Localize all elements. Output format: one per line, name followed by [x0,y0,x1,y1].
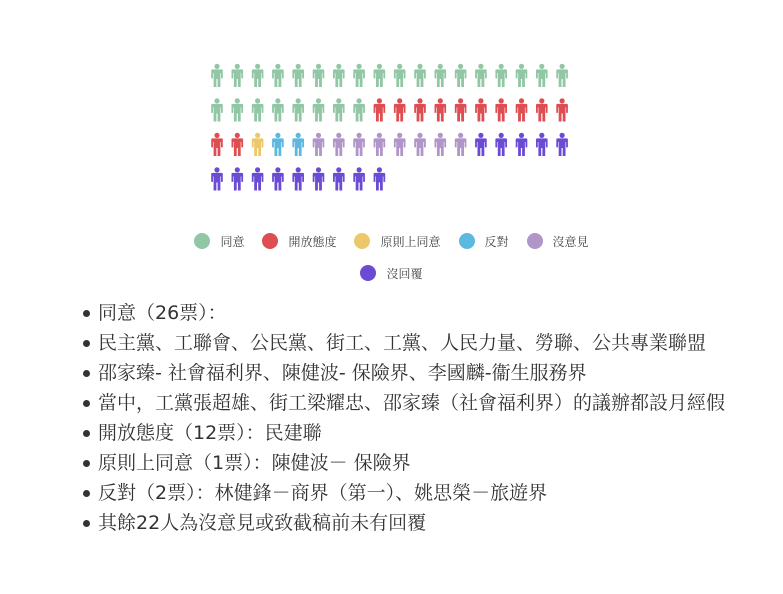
legend-swatch-agree-in-principle [354,233,370,249]
person-icon-oppose [272,133,284,156]
person-icon-open [536,98,548,121]
person-icon-no-opinion [414,133,426,156]
legend-swatch-no-reply [360,265,376,281]
chart-legend [0,226,783,290]
legend-item-agree[interactable] [194,233,244,250]
legend-swatch-open [262,233,278,249]
legend-label-oppose: 反對 [484,234,509,249]
person-icon-open [232,133,244,156]
person-icon-no-reply [313,167,325,190]
person-icon-agree [435,64,447,87]
legend-swatch-oppose [459,233,475,249]
person-icon-agree [292,98,304,121]
person-icon-no-reply [232,167,244,190]
person-icon-no-opinion [353,133,365,156]
legend-label-no-opinion: 沒意見 [552,234,589,249]
note-item: 民主黨、工聯會、公民黨、街工、工黨、人民力量、勞聯、公共專業聯盟 [82,328,725,358]
person-icon-open [556,98,568,121]
person-icon-agree [353,64,365,87]
person-icon-agree [232,98,244,121]
note-item: 反對（2票）：林健鋒－商界（第一）、姚思榮－旅遊界 [82,478,725,508]
person-icon-agree [495,64,507,87]
person-icon-no-reply [252,167,264,190]
person-icon-open [211,133,223,156]
legend-label-agree: 同意 [220,234,245,249]
person-icon-no-opinion [333,133,345,156]
legend-item-no-opinion[interactable] [527,233,589,250]
person-icon-no-opinion [455,133,467,156]
legend-label-open: 開放態度 [288,234,337,249]
person-icon-open [516,98,528,121]
person-icon-no-reply [516,133,528,156]
person-icon-no-opinion [374,133,386,156]
legend-row-2 [0,258,783,288]
person-icon-agree [394,64,406,87]
legend-label-agree-in-principle: 原則上同意 [380,234,441,249]
person-icon-agree [211,64,223,87]
person-icon-no-reply [475,133,487,156]
person-icon-agree [252,98,264,121]
person-icon-open [414,98,426,121]
legend-swatch-no-opinion [527,233,543,249]
person-icon-agree [292,64,304,87]
note-item: 開放態度（12票）：民建聯 [82,418,725,448]
person-icon-agree [475,64,487,87]
person-icon-agree [272,98,284,121]
person-icon-agree [272,64,284,87]
person-icon-no-reply [374,167,386,190]
person-icon-agree [232,64,244,87]
person-icon-agree [556,64,568,87]
person-icon-no-opinion [313,133,325,156]
legend-item-agree-in-principle[interactable] [354,233,440,250]
note-item: 同意（26票）： [82,298,725,328]
person-icon-no-opinion [394,133,406,156]
person-icon-agree-in-principle [252,133,264,156]
vote-notes-list [82,298,725,538]
person-icon-agree [536,64,548,87]
legend-row-1 [0,226,783,256]
legend-swatch-agree [194,233,210,249]
person-icon-open [475,98,487,121]
note-item: 邵家臻- 社會福利界、陳健波- 保險界、李國麟-衞生服務界 [82,358,725,388]
person-icon-no-reply [333,167,345,190]
person-icon-agree [313,98,325,121]
legend-item-oppose[interactable] [459,233,509,250]
legend-item-no-reply[interactable] [360,265,422,282]
person-icon-no-reply [556,133,568,156]
person-icon-agree [313,64,325,87]
person-icon-agree [252,64,264,87]
person-icon-open [394,98,406,121]
note-item: 其餘22人為沒意見或致截稿前未有回覆 [82,508,725,538]
note-item: 當中，工黨張超雄、街工梁耀忠、邵家臻（社會福利界）的議辦都設月經假 [82,388,725,418]
legend-item-open[interactable] [262,233,336,250]
person-icon-open [455,98,467,121]
person-icon-agree [414,64,426,87]
person-icon-no-reply [211,167,223,190]
person-icon-open [374,98,386,121]
person-icon-no-reply [292,167,304,190]
person-icon-oppose [292,133,304,156]
person-icon-open [435,98,447,121]
person-icon-open [495,98,507,121]
person-icon-no-opinion [435,133,447,156]
person-icon-agree [455,64,467,87]
person-icon-no-reply [536,133,548,156]
person-icon-agree [516,64,528,87]
person-icon-no-reply [495,133,507,156]
pictogram-chart [0,0,783,226]
person-icon-no-reply [353,167,365,190]
person-icon-no-reply [272,167,284,190]
person-icon-agree [353,98,365,121]
legend-label-no-reply: 沒回覆 [386,266,423,281]
person-icon-agree [374,64,386,87]
person-icon-agree [211,98,223,121]
person-icon-agree [333,64,345,87]
person-icon-agree [333,98,345,121]
note-item: 原則上同意（1票）：陳健波－ 保險界 [82,448,725,478]
